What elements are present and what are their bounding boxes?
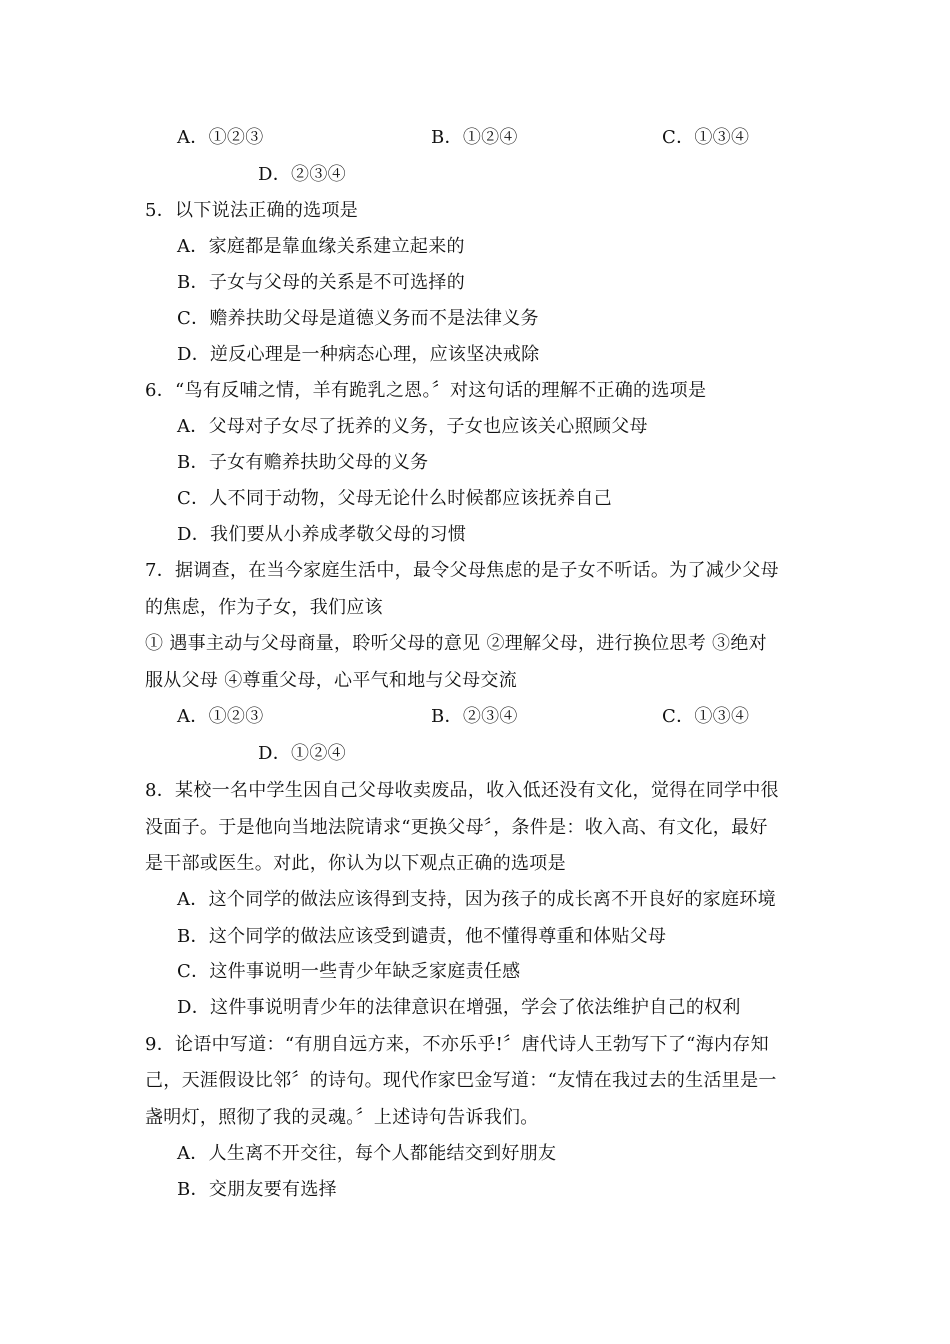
- q8-stem-line-2: 没面子。于是他向当地法院请求“更换父母〞，条件是：收入高、有文化，最好: [145, 817, 768, 838]
- q4-option-c: C．①③④: [662, 127, 750, 148]
- q8-option-c: C．这件事说明一些青少年缺乏家庭责任感: [177, 961, 521, 982]
- q6-option-d: D．我们要从小养成孝敬父母的习惯: [177, 524, 467, 545]
- q6-stem: 6．“鸟有反哺之情，羊有跪乳之恩。〞对这句话的理解不正确的选项是: [145, 380, 707, 401]
- q6-option-b: B．子女有赡养扶助父母的义务: [177, 452, 429, 473]
- q7-option-b: B．②③④: [431, 706, 518, 727]
- q6-option-c: C．人不同于动物，父母无论什么时候都应该抚养自己: [177, 488, 612, 509]
- q9-stem-line-3: 盏明灯，照彻了我的灵魂。〞上述诗句告诉我们。: [145, 1107, 539, 1128]
- q6-option-a: A．父母对子女尽了抚养的义务，子女也应该关心照顾父母: [177, 416, 648, 437]
- q4-option-a: A．①②③: [177, 127, 264, 148]
- q7-stem-line-2: 的焦虑，作为子女，我们应该: [145, 597, 383, 618]
- q9-option-a: A．人生离不开交往，每个人都能结交到好朋友: [177, 1143, 557, 1164]
- q7-option-c: C．①③④: [662, 706, 750, 727]
- q5-stem: 5．以下说法正确的选项是: [145, 200, 359, 221]
- q5-option-b: B．子女与父母的关系是不可选择的: [177, 272, 466, 293]
- q8-option-a: A．这个同学的做法应该得到支持，因为孩子的成长离不开良好的家庭环境: [177, 889, 776, 910]
- q8-stem-line-1: 8．某校一名中学生因自己父母收卖废品，收入低还没有文化，觉得在同学中很: [145, 780, 779, 801]
- q9-stem-line-2: 己，天涯假设比邻〞的诗句。现代作家巴金写道：“友情在我过去的生活里是一: [145, 1070, 777, 1091]
- q8-stem-line-3: 是干部或医生。对此，你认为以下观点正确的选项是: [145, 853, 566, 874]
- q5-option-c: C．赡养扶助父母是道德义务而不是法律义务: [177, 308, 539, 329]
- q5-option-d: D．逆反心理是一种病态心理，应该坚决戒除: [177, 344, 540, 365]
- q4-option-b: B．①②④: [431, 127, 518, 148]
- q9-option-b: B．交朋友要有选择: [177, 1179, 337, 1200]
- q7-stem-line-1: 7．据调查，在当今家庭生活中，最令父母焦虑的是子女不听话。为了减少父母: [145, 560, 779, 581]
- q5-option-a: A．家庭都是靠血缘关系建立起来的: [177, 236, 465, 257]
- q7-option-a: A．①②③: [177, 706, 264, 727]
- q7-option-d: D．①②④: [258, 743, 346, 764]
- q7-items-line-1: ① 遇事主动与父母商量，聆听父母的意见 ②理解父母，进行换位思考 ③绝对: [145, 633, 767, 654]
- q4-option-d: D．②③④: [258, 164, 346, 185]
- q9-stem-line-1: 9．论语中写道：“有朋自远方来，不亦乐乎!〞唐代诗人王勃写下了“海内存知: [145, 1034, 769, 1055]
- q8-option-d: D．这件事说明青少年的法律意识在增强，学会了依法维护自己的权利: [177, 997, 741, 1018]
- q7-items-line-2: 服从父母 ④尊重父母，心平气和地与父母交流: [145, 670, 518, 691]
- q8-option-b: B．这个同学的做法应该受到谴责，他不懂得尊重和体贴父母: [177, 926, 667, 947]
